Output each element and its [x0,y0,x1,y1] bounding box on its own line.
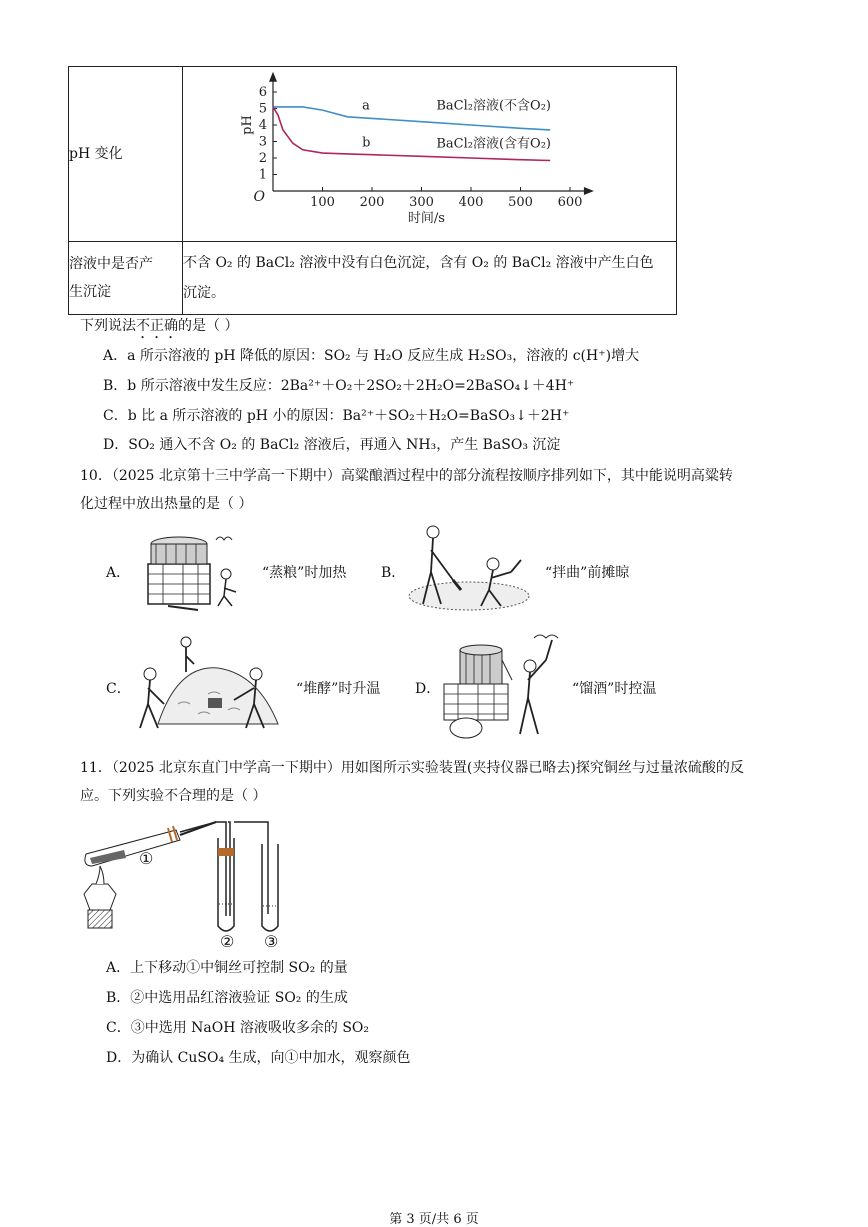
table-row-precipitate [69,242,677,315]
origin-label: O [253,189,265,205]
y-tick-label: 6 [258,85,267,100]
q9-stem [80,316,238,342]
steaming-grain-illustration [128,526,248,612]
q9-stem-emphasis: 不正确 [136,318,178,334]
y-tick-label: 2 [258,151,267,166]
q11-stem-line1: 11．（2025 北京东直门中学高一下期中）用如图所示实验装置(夹持仪器已略去)探究铜丝与过量浓硫酸的反 [80,760,744,776]
precipitate-label [69,242,183,315]
distilling-illustration [438,630,564,740]
series-marker-a: a [362,98,370,114]
apparatus-label-2: ② [220,932,235,951]
q10-option-c-letter: C． [106,681,131,697]
x-tick-label: 100 [310,195,335,210]
x-tick-label: 200 [359,195,385,210]
q9-option-c: C．b 比 a 所示溶液的 pH 小的原因：Ba²⁺＋SO₂＋H₂O=BaSO₃↓＋2H⁺ [103,408,570,424]
q9-option-a: A．a 所示溶液的 pH 降低的原因：SO₂ 与 H₂O 反应生成 H₂SO₃，溶液的 c(H⁺)增大 [103,348,640,364]
precipitate-content-line1: 不含 O₂ 的 BaCl₂ 溶液中没有白色沉淀，含有 O₂ 的 BaCl₂ 溶液中产生白色 [183,255,654,271]
q9-option-b: B．b 所示溶液中发生反应：2Ba²⁺＋O₂＋2SO₂＋2H₂O=2BaSO₄↓＋4H⁺ [103,378,575,394]
x-tick-label: 400 [458,195,484,210]
apparatus-label-1: ① [139,849,154,868]
x-tick-label: 600 [557,195,583,210]
q11-stem-line2: 应。下列实验不合理的是（ ） [80,788,267,804]
apparatus-label-3: ③ [264,932,279,951]
precipitate-content [183,242,677,315]
q10-option-b-letter: B． [381,565,406,581]
spreading-grain-illustration [403,520,535,616]
q10-option-d-letter: D． [415,681,441,697]
q11-option-d: D．为确认 CuSO₄ 生成，向①中加水，观察颜色 [106,1050,411,1066]
series-marker-b: b [362,135,371,151]
table-row-ph [69,67,677,242]
q10-option-a-letter: A． [106,565,131,581]
q10-stem-line2: 化过程中放出热量的是（ ） [80,496,253,512]
q11-option-a: A．上下移动①中铜丝可控制 SO₂ 的量 [106,960,348,976]
pile-fermentation-illustration [128,634,286,732]
ph-change-label: pH 变化 [69,67,183,242]
y-tick-label: 5 [258,101,267,117]
y-tick-label: 1 [258,167,267,183]
q9-stem-pre: 下列说法 [80,318,136,334]
x-axis-label: 时间/s [407,211,445,226]
q9-option-d: D．SO₂ 通入不含 O₂ 的 BaCl₂ 溶液后，再通入 NH₃，产生 BaSO₃ 沉淀 [103,437,561,453]
q10-option-c-caption: “堆酵”时升温 [296,681,381,697]
precipitate-label-line2: 生沉淀 [69,284,111,300]
ph-line-chart [183,67,677,241]
y-tick-label: 3 [258,134,267,150]
page-footer: 第 3 页/共 6 页 [389,1212,479,1227]
y-axis-label: pH [240,115,255,135]
y-tick-label: 4 [258,118,267,133]
series-line-b [273,107,550,161]
q10-option-b-caption: “拌曲”前摊晾 [545,565,630,581]
y-axis-arrow [269,72,277,82]
x-tick-label: 300 [409,195,434,210]
q11-option-c: C．③中选用 NaOH 溶液吸收多余的 SO₂ [106,1020,370,1036]
precipitate-label-line1: 溶液中是否产 [69,256,153,272]
q10-option-d-caption: “馏酒”时控温 [572,681,657,697]
q11-option-b: B．②中选用品红溶液验证 SO₂ 的生成 [106,990,348,1006]
series-label-a: BaCl₂溶液(不含O₂) [436,98,551,114]
x-tick-label: 500 [508,195,533,210]
q9-stem-post: 的是（ ） [178,318,239,334]
experiment-table [68,66,677,315]
ph-chart-cell [183,67,677,242]
series-label-b: BaCl₂溶液(含有O₂) [436,136,551,152]
apparatus-diagram [76,814,292,950]
precipitate-content-line2: 沉淀。 [183,285,225,301]
q10-option-a-caption: “蒸粮”时加热 [262,565,347,581]
x-axis-arrow [584,187,594,195]
q10-stem-line1: 10．（2025 北京第十三中学高一下期中）高粱酿酒过程中的部分流程按顺序排列如下，其中能说明高粱转 [80,468,733,484]
